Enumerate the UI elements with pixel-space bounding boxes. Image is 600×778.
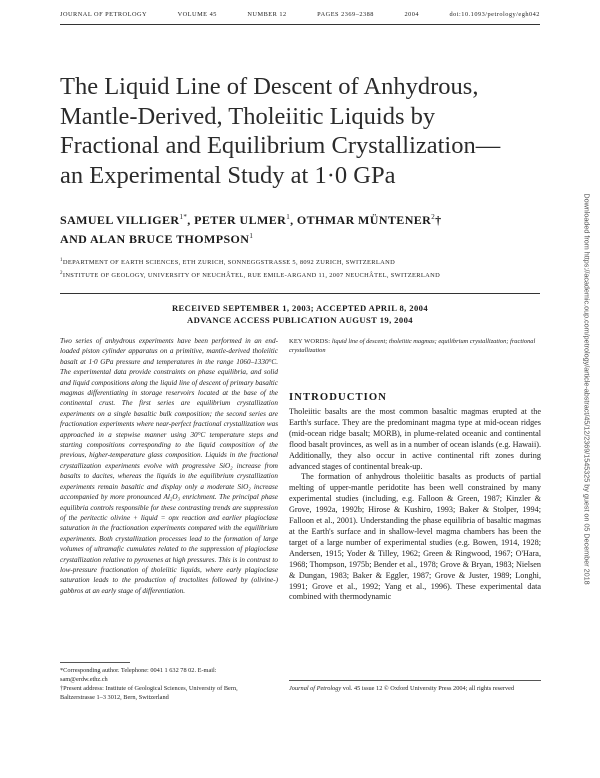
affiliations [60, 256, 540, 281]
title-line: The Liquid Line of Descent of Anhydrous, [60, 73, 479, 100]
dates-rule-top [60, 293, 540, 294]
article-title [60, 72, 540, 190]
affiliation-number: 2 [60, 270, 63, 276]
volume: VOLUME 45 [177, 11, 217, 18]
author-name: OTHMAR MÜNTENER [296, 213, 432, 227]
year: 2004 [404, 11, 420, 18]
running-header [60, 11, 540, 18]
paragraph: Tholeiitic basalts are the most common basaltic magmas erupted at the Earth's surface. They are the predominant magma type at mid-ocean ridges (mid-ocean ridge basalt; MORB), in plume-related oceanic and continental flood basalt provinces, as well as in a number of ocean islands (e.g. Hawaii). Additionally, they also occur in active continental rift zones during advanced stages of continental break-up. [289, 407, 541, 471]
copyright-notice [289, 684, 541, 693]
author-connector: AND [60, 232, 90, 246]
copyright-text: vol. 45 issue 12 © Oxford University Press 2004; all rights reserved [341, 685, 515, 692]
paragraph: The formation of anhydrous tholeiitic basalts as products of partial melting of upper-mantle peridotite has been well constrained by many experimental studies (including, e.g. Falloon & Green, 1987; Kinzler & Grove, 1992a, 1992b; Hirose & Kushiro, 1993; Baker & Stolper, 1994; Falloon et al., 2001). Understanding the phase equilibria of basaltic magmas at the Earth's surface and in shallow-level magma chambers has been the target of a large number of experimental studies (e.g. Bowen, 1914, 1928; Andersen, 1915; Yoder & Tilley, 1962; Green & Ringwood, 1967; O'Hara, 1968; Thompson, 1975b; Bender et al., 1978; Grove & Bryan, 1983; Nielsen & Dungan, 1983; Baker & Eggler, 1987; Grove & Juster, 1989; Longhi, 1991; Grove et al., 1992; Yang et al., 1996). These experimental data combined with thermodynamic [289, 472, 541, 602]
header-rule [60, 24, 540, 25]
page-range: PAGES 2369–2388 [317, 11, 374, 18]
received-accepted: RECEIVED SEPTEMBER 1, 2003; ACCEPTED APRIL 8, 2004 [171, 303, 429, 313]
author-affil-mark: 1 [249, 232, 254, 240]
title-line: Mantle-Derived, Tholeiitic Liquids by [60, 102, 436, 130]
abstract: Two series of anhydrous experiments have been performed in an end-loaded piston cylinder apparatus on a primitive, mantle-derived tholeiitic basalt at 1·0 GPa pressure and temperatures in the range 1060–1330°C. The experimental data provide constraints on phase equilibria, and solid and liquid compositions along the liquid line of descent of primary basaltic magmas differentiating in storage reservoirs located at the base of the continental crust. The first series are equilibrium crystallization experiments on a single basaltic bulk composition; the second series are fractionation experiments where near-perfect fractional crystallization was approached in a stepwise manner using 30°C temperature steps and starting compositions corresponding to the liquid composition of the previous, higher-temperature glass composition. Liquids in the fractional crystallization experiments evolve with progressive SiO₂ increase from basalts to dacites, whereas the liquids in the equilibrium crystallization experiments remain basaltic and display only a moderate SiO₂ increase accompanied by more pronounced Al₂O₃ enrichment. The principal phase equilibria controls responsible for these contrasting trends are suppression of the peritectic olivine + liquid = opx reaction and earlier plagioclase saturation in the fractionation experiments compared with the equilibrium experiments. Both crystallization processes lead to the formation of large volumes of ultramafic cumulates related to the suppression of plagioclase crystallization relative to pyroxenes at high pressures. This is in contrast to low-pressure fractionation of tholeiitic liquids, where early plagioclase saturation leads to the production of troctolites followed by (olivine-) gabbros at an early stage of differentiation. [60, 337, 278, 595]
copyright-rule [289, 680, 541, 681]
footnote-email: sam@erdw.ethz.ch [60, 676, 108, 683]
footnote-rule [60, 662, 130, 663]
author-name: ALAN BRUCE THOMPSON [89, 232, 250, 246]
affiliation [60, 269, 540, 282]
footnote-line: *Corresponding author. Telephone: 0041 1 632 78 02. E-mail: [60, 667, 217, 674]
introduction-body [289, 407, 541, 603]
publication-dates [60, 303, 540, 326]
doi: doi:10.1093/petrology/egh042 [449, 11, 540, 18]
title-line: an Experimental Study at 1·0 GPa [60, 161, 396, 189]
download-watermark-text: Downloaded from https://academic.oup.com/petrology/article-abstract/45/12/2369/1545325 by guest on 05 December 2018 [582, 193, 592, 585]
footnote-line: †Present address: Institute of Geological Sciences, University of Bern, [60, 685, 238, 692]
affiliation [60, 256, 540, 269]
affiliation-text: INSTITUTE OF GEOLOGY, UNIVERSITY OF NEUCHÂTEL, RUE EMILE-ARGAND 11, 2007 NEUCHÂTEL, SWITZERLAND [62, 271, 441, 279]
author-list: SAMUEL $VILLIGER^{1*}$, PETER ULMER$^1$, OTHMAR MÜNTENER$^2$† AND ALAN BRUCE THOMPSON$^1$ [60, 213, 442, 246]
affiliation-number: 1 [60, 258, 63, 263]
footnote-correspondence [60, 666, 278, 702]
advance-access: ADVANCE ACCESS PUBLICATION AUGUST 19, 2004 [187, 314, 413, 325]
author-affil-mark: 1 [286, 213, 291, 221]
issue-number: NUMBER 12 [247, 11, 287, 18]
title-line: Fractional and Equilibrium Crystallization— [60, 132, 501, 159]
footnote-line: Baltzerstrasse 1–3 3012, Bern, Switzerland [60, 694, 169, 701]
author-name: PETER ULMER [194, 213, 287, 227]
journal-name: JOURNAL OF PETROLOGY [60, 11, 148, 18]
affiliation-text: DEPARTMENT OF EARTH SCIENCES, ETH ZURICH, SONNEGGSTRASSE 5, 8092 ZURICH, SWITZERLAND [62, 259, 396, 267]
journal-italic: Journal of Petrology [289, 685, 342, 692]
author-affil-mark: 2 [431, 213, 436, 221]
keywords-label: KEY WORDS: [289, 338, 331, 345]
author-name: SAMUEL VILLIGER [60, 213, 180, 227]
section-heading: INTRODUCTION [289, 392, 387, 403]
keywords-text: liquid line of descent; tholeiitic magmas; equilibrium crystallization; fractional crystallization [289, 338, 536, 355]
keywords [289, 337, 541, 356]
author-dagger: † [435, 213, 442, 227]
author-affil-mark: 1* [179, 213, 188, 221]
